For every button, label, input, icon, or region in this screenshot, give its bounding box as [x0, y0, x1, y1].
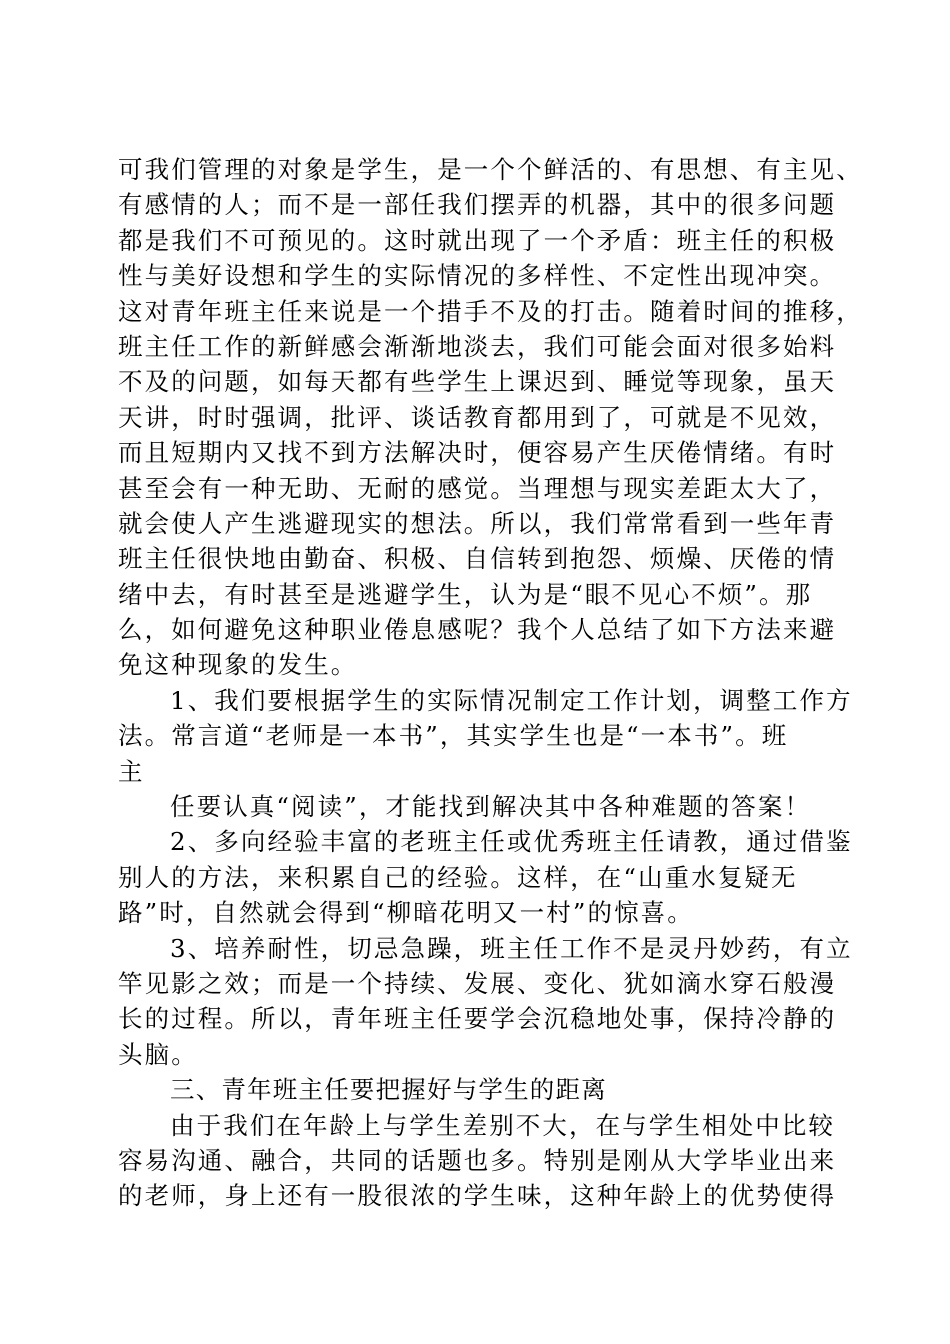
body-line: 天讲，时时强调，批评、谈话教育都用到了，可就是不见效，: [118, 402, 837, 432]
list-item-1-line: 1、我们要根据学生的实际情况制定工作计划，调整工作方: [170, 685, 853, 715]
body-line: 有感情的人；而不是一部任我们摆弄的机器，其中的很多问题: [118, 190, 837, 220]
list-item-3-line: 3、培养耐性，切忌急躁，班主任工作不是灵丹妙药，有立: [170, 933, 853, 963]
body-line: 这对青年班主任来说是一个措手不及的打击。随着时间的推移，: [118, 296, 863, 326]
section-heading: 三、青年班主任要把握好与学生的距离: [170, 1075, 607, 1105]
body-line: 而且短期内又找不到方法解决时，便容易产生厌倦情绪。有时: [118, 438, 837, 468]
list-item-3-line: 长的过程。所以，青年班主任要学会沉稳地处事，保持冷静的: [118, 1004, 837, 1034]
body-line: 由于我们在年龄上与学生差别不大，在与学生相处中比较: [170, 1110, 835, 1140]
body-line: 班主任很快地由勤奋、积极、自信转到抱怨、烦燥、厌倦的情: [118, 544, 837, 574]
body-line: 性与美好设想和学生的实际情况的多样性、不定性出现冲突。: [118, 261, 837, 291]
document-body: [118, 152, 863, 1214]
body-line: 都是我们不可预见的。这时就出现了一个矛盾：班主任的积极: [118, 225, 837, 255]
body-line: 容易沟通、融合，共同的话题也多。特别是刚从大学毕业出来: [118, 1145, 837, 1175]
list-item-2-line: 2、多向经验丰富的老班主任或优秀班主任请教，通过借鉴: [170, 827, 853, 857]
body-line: 班主任工作的新鲜感会渐渐地淡去，我们可能会面对很多始料: [118, 331, 837, 361]
list-item-3-line: 竿见影之效；而是一个持续、发展、变化、犹如滴水穿石般漫: [118, 968, 837, 998]
body-line: 么，如何避免这种职业倦息感呢？我个人总结了如下方法来避: [118, 615, 837, 645]
body-line: 甚至会有一种无助、无耐的感觉。当理想与现实差距太大了，: [118, 473, 837, 503]
list-item-1-line: 法。常言道“老师是一本书”，其实学生也是“一本书”。班: [118, 721, 789, 751]
list-item-1-line: 任要认真“阅读”，才能找到解决其中各种难题的答案！: [170, 792, 812, 822]
body-line: 的老师，身上还有一股很浓的学生味，这种年龄上的优势使得: [118, 1181, 837, 1211]
list-item-2-line: 别人的方法，来积累自己的经验。这样，在“山重水复疑无: [118, 862, 798, 892]
body-line: 可我们管理的对象是学生，是一个个鲜活的、有思想、有主见、: [118, 155, 863, 184]
body-line: 绪中去，有时甚至是逃避学生，认为是“眼不见心不烦”。那: [118, 579, 813, 609]
list-item-2-line: 路”时，自然就会得到“柳暗花明又一村”的惊喜。: [118, 898, 694, 928]
body-line: 就会使人产生逃避现实的想法。所以，我们常常看到一些年青: [118, 508, 837, 538]
list-item-1-line: 主: [118, 756, 145, 786]
body-line: 免这种现象的发生。: [118, 650, 358, 680]
body-line: 不及的问题，如每天都有些学生上课迟到、睡觉等现象，虽天: [118, 367, 837, 397]
list-item-3-line: 头脑。: [118, 1039, 198, 1069]
